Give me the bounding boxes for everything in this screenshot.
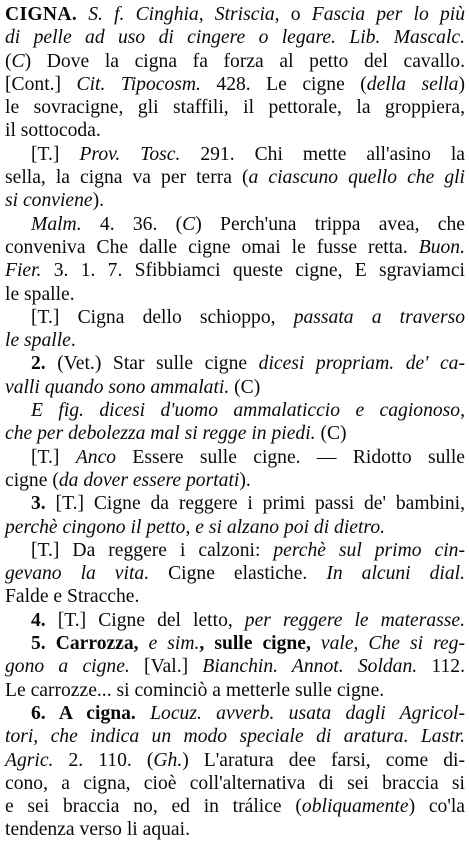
entry-line (5, 469, 465, 492)
entry-text-run: 5. Carrozza, (31, 633, 149, 655)
entry-text-run: 428. Le cigne ( (200, 73, 367, 95)
entry-text-run: perchè cingono il petto, e si alzano poi di dietro. (5, 516, 386, 538)
entry-line (5, 259, 465, 282)
entry-text-run: [Cont.] (5, 73, 77, 95)
entry-text-run: Anco (75, 446, 117, 468)
entry-line (5, 772, 465, 795)
entry-text-run: ) (458, 73, 465, 95)
entry-line (5, 213, 465, 236)
entry-text-run: In alcuni dial. (326, 563, 465, 585)
entry-text-run: a ciascuno quello che gli (248, 167, 465, 189)
entry-text-run: 3. 1. 7. Sfibbiamci queste cigne, E sgraviamci (41, 260, 465, 282)
entry-text-run: ) co'la (408, 796, 465, 818)
entry-line (5, 376, 465, 399)
entry-line (5, 516, 465, 539)
entry-line (5, 236, 465, 259)
entry-text-run: ). (92, 190, 105, 212)
entry-line (5, 399, 465, 422)
entry-line (5, 96, 465, 119)
entry-text-run: da dover essere portati (58, 469, 240, 491)
entry-text-run: e sim. (148, 633, 200, 655)
entry-text-run: (C) (229, 376, 261, 398)
entry-text-run: [T.] Cigna dello schioppo, (31, 306, 294, 328)
entry-text-run: Le carrozze... si cominciò a metterle sulle cigne. (5, 679, 385, 701)
entry-text-run: Bianchin. Annot. Soldan. (202, 656, 418, 678)
entry-text-run: che per debolezza mal si regge in piedi. (5, 423, 316, 445)
entry-text-run: obliquamente (301, 796, 409, 818)
entry-line (5, 119, 465, 142)
entry-line (5, 26, 465, 49)
entry-text-run: per reggere le materasse. (244, 609, 465, 631)
entry-text-run: [Val.] (129, 656, 203, 678)
entry-text-run: (Vet.) Star sulle cigne (45, 353, 259, 375)
entry-text-run: 112. (417, 656, 465, 678)
entry-text-run: Falde e Stracche. (5, 586, 140, 608)
entry-text-run: gevano la vita. (5, 563, 150, 585)
entry-line (5, 3, 465, 26)
entry-text-run: S. f. Cinghia, Striscia, (77, 4, 291, 25)
entry-text-run: [T.] (31, 446, 76, 468)
entry-line (5, 655, 465, 678)
entry-text-run: 291. Chi mette all'asino la (180, 143, 465, 165)
entry-text-run: perchè sul primo cin- (273, 539, 465, 561)
entry-text-run: ) L'aratura dee farsi, come di- (182, 749, 465, 771)
entry-line (5, 585, 465, 608)
entry-text-run: conveniva Che dalle cigne omai le fusse retta. (5, 236, 419, 258)
entry-text-run: le spalle (5, 330, 71, 352)
entry-text-run: Prov. Tosc. (79, 143, 181, 165)
dictionary-entry-cigna (5, 3, 465, 842)
entry-line (5, 143, 465, 166)
entry-line (5, 422, 465, 445)
entry-text-run: le sovracigne, gli staffili, il pettorale, la groppiera, (5, 97, 465, 119)
entry-line (5, 818, 465, 841)
entry-line (5, 679, 465, 702)
entry-line (5, 562, 465, 585)
entry-line (5, 795, 465, 818)
entry-text-run: Fier. (5, 260, 42, 282)
entry-text-run: cigne ( (5, 469, 59, 491)
entry-text-run: vale, Che si reg- (320, 633, 465, 655)
entry-text-run: ( (5, 50, 12, 72)
entry-text-run: di pelle ad uso di cingere o legare. Lib. Mascalc. (5, 27, 465, 49)
entry-text-run: 4. 36. ( (81, 213, 183, 235)
entry-line (5, 492, 465, 515)
entry-text-run: Agric. (5, 749, 54, 771)
entry-text-run: gono a cigne. (5, 656, 130, 678)
entry-text-run: tori, che indica un modo speciale di aratura. Lastr. (5, 726, 465, 748)
entry-line (5, 725, 465, 748)
entry-text-run: 3. (31, 493, 46, 515)
entry-text-run: Gh. (153, 749, 183, 771)
entry-text-run: 6. A cigna. (31, 702, 151, 724)
entry-text-run: C (11, 50, 25, 72)
entry-line (5, 166, 465, 189)
entry-text-run: , sulle cigne, (199, 633, 321, 655)
entry-text-run: [T.] (31, 143, 80, 165)
entry-text-run: il sottocoda. (5, 120, 101, 142)
entry-text-run: o (290, 4, 301, 25)
entry-text-run: 4. (31, 609, 46, 631)
entry-text-run: C (182, 213, 196, 235)
entry-text-run: si conviene (5, 190, 93, 212)
entry-text-run: 2. 110. ( (53, 749, 154, 771)
entry-text-run: valli quando sono ammalati. (5, 376, 230, 398)
entry-text-run: Fascia per lo più (300, 4, 465, 25)
entry-line (5, 632, 465, 655)
entry-text-run: Locuz. avverb. usata dagli Agricol- (150, 702, 465, 724)
entry-text-run: [T.] Da reggere i calzoni: (31, 539, 274, 561)
entry-text-run: . (70, 330, 76, 352)
entry-text-run: [T.] Cigne del letto, (45, 609, 245, 631)
entry-line (5, 306, 465, 329)
entry-line (5, 539, 465, 562)
entry-line (5, 189, 465, 212)
entry-line (5, 329, 465, 352)
entry-text-run: ). (239, 469, 251, 491)
entry-text-run: Malm. (31, 213, 82, 235)
entry-text-run: passata a traverso (293, 306, 465, 328)
headword: CIGNA. (5, 4, 78, 25)
entry-line (5, 446, 465, 469)
entry-text-run: Cit. Tipocosm. (76, 73, 201, 95)
entry-line (5, 352, 465, 375)
entry-text-run: ) Perch'una trippa avea, che (195, 213, 465, 235)
entry-text-run: E fig. dicesi d'uomo ammalaticcio e cagionoso, (31, 400, 465, 422)
entry-text-run: della sella (366, 73, 459, 95)
entry-text-run: e sei braccia no, ed in trálice ( (5, 796, 302, 818)
entry-line (5, 749, 465, 772)
entry-text-run: ) Dove la cigna fa forza al petto del cavallo. (24, 50, 465, 72)
entry-text-run: dicesi propriam. de' ca- (258, 353, 465, 375)
entry-text-run: Cigne elastiche. (149, 563, 327, 585)
entry-line (5, 73, 465, 96)
entry-text-run: Buon. (418, 236, 465, 258)
entry-text-run: 2. (31, 353, 46, 375)
entry-text-run: cono, a cigna, cioè coll'alternativa di sei braccia si (5, 772, 465, 794)
entry-text-run: Essere sulle cigne. — Ridotto sulle (116, 446, 465, 468)
entry-text-run: le spalle. (5, 283, 75, 305)
entry-text-run: [T.] Cigne da reggere i primi passi de' bambini, (45, 493, 465, 515)
entry-line (5, 609, 465, 632)
entry-line (5, 283, 465, 306)
entry-line (5, 50, 465, 73)
entry-text-run: sella, la cigna va per terra ( (5, 167, 249, 189)
entry-text-run: (C) (315, 423, 347, 445)
entry-text-run: tendenza verso li aquai. (5, 819, 190, 841)
entry-line (5, 702, 465, 725)
